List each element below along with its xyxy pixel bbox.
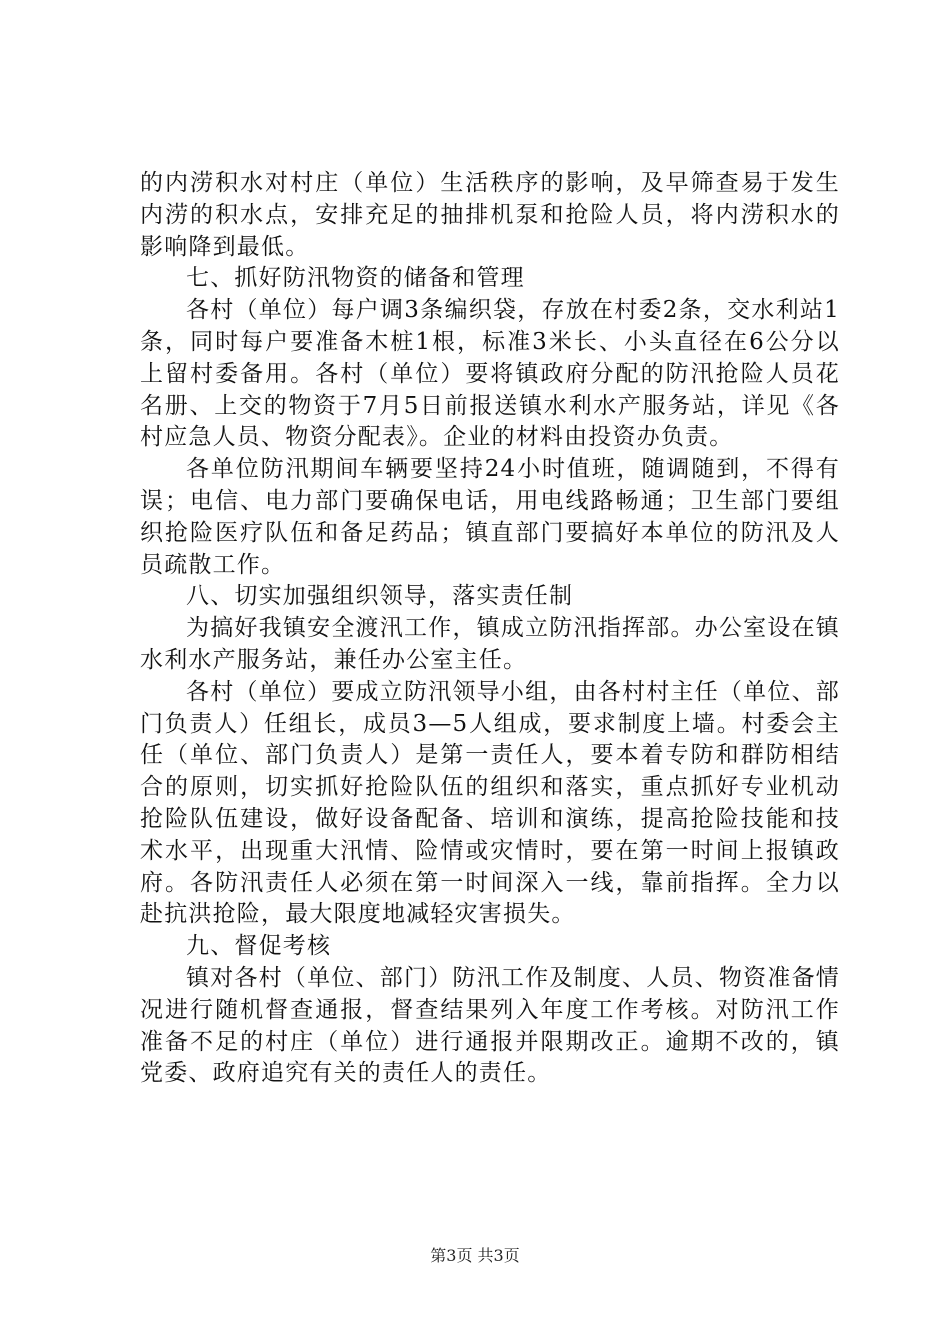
section-heading-7: 七、抓好防汛物资的储备和管理 — [186, 265, 525, 292]
paragraph-assessment: 镇对各村（单位、部门）防汛工作及制度、人员、物资准备情况进行随机督查通报，督查结果列入年度工作考核。对防汛工作准备不足的村庄（单位）进行通报并限期改正。逾期不改的，镇党委、政府追究有关的责任人的责任。 — [140, 964, 840, 1087]
paragraph-command: 为搞好我镇安全渡汛工作，镇成立防汛指挥部。办公室设在镇水利水产服务站，兼任办公室主任。 — [140, 615, 840, 673]
document-body — [140, 168, 840, 1090]
paragraph-materials: 各村（单位）每户调3条编织袋，存放在村委2条，交水利站1条，同时每户要准备木桩1根，标准3米长、小头直径在6公分以上留村委备用。各村（单位）要将镇政府分配的防汛抢险人员花名册、上交的物资于7月5日前报送镇水利水产服务站，详见《各村应急人员、物资分配表》。企业的材料由投资办负责。 — [140, 297, 840, 451]
paragraph-vehicles: 各单位防汛期间车辆要坚持24小时值班，随调随到，不得有误；电信、电力部门要确保电话，用电线路畅通；卫生部门要组织抢险医疗队伍和备足药品；镇直部门要搞好本单位的防汛及人员疏散工作。 — [140, 456, 840, 578]
section-heading-9: 九、督促考核 — [186, 933, 332, 960]
page-number-footer: 第3页 共3页 — [430, 1246, 520, 1265]
paragraph-leadership: 各村（单位）要成立防汛领导小组，由各村村主任（单位、部门负责人）任组长，成员3—5人组成，要求制度上墙。村委会主任（单位、部门负责人）是第一责任人，要本着专防和群防相结合的原则，切实抓好抢险队伍的组织和落实，重点抓好专业机动抢险队伍建设，做好设备配备、培训和演练，提高抢险技能和技术水平，出现重大汛情、险情或灾情时，要在第一时间上报镇政府。各防汛责任人必须在第一时间深入一线，靠前指挥。全力以赴抗洪抢险，最大限度地减轻灾害损失。 — [140, 678, 840, 928]
paragraph-continuation: 的内涝积水对村庄（单位）生活秩序的影响，及早筛查易于发生内涝的积水点，安排充足的抽排机泵和抢险人员，将内涝积水的影响降到最低。 — [140, 170, 840, 260]
section-heading-8: 八、切实加强组织领导，落实责任制 — [186, 583, 574, 610]
